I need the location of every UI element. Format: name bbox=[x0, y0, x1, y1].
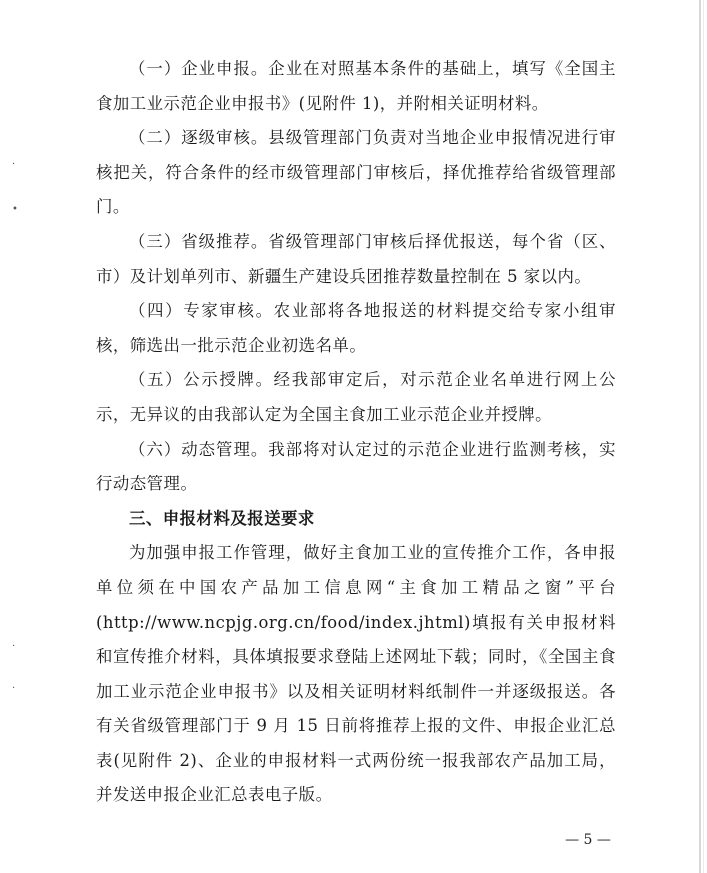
paragraph-level-review: （二）逐级审核。县级管理部门负责对当地企业申报情况进行审核把关，符合条件的经市级管理部门审核后，择优推荐给省级管理部门。 bbox=[96, 128, 616, 217]
scan-mark: · bbox=[12, 683, 16, 694]
paragraph-enterprise-application: （一）企业申报。企业在对照基本条件的基础上，填写《全国主食加工业示范企业申报书》(见附件 1)，并附相关证明材料。 bbox=[96, 59, 616, 113]
paragraph-public-announcement: （五）公示授牌。经我部审定后，对示范企业名单进行网上公示，无异议的由我部认定为全国主食加工业示范企业并授牌。 bbox=[96, 370, 616, 424]
page-edge-line bbox=[699, 0, 701, 873]
paragraph-expert-review: （四）专家审核。农业部将各地报送的材料提交给专家小组审核，筛选出一批示范企业初选名单。 bbox=[96, 301, 616, 355]
page-edge-line-secondary bbox=[703, 0, 704, 873]
scan-mark: • bbox=[12, 204, 18, 215]
paragraph-provincial-recommendation: （三）省级推荐。省级管理部门审核后择优报送，每个省（区、市）及计划单列市、新疆生产建设兵团推荐数量控制在 5 家以内。 bbox=[96, 231, 616, 286]
page-number: — 5 — bbox=[565, 832, 611, 848]
section-heading: 三、申报材料及报送要求 bbox=[129, 508, 315, 528]
document-body bbox=[96, 52, 616, 813]
paragraph-submission-requirements: 为加强申报工作管理，做好主食加工业的宣传推介工作，各申报单位须在中国农产品加工信息网“主食加工精品之窗”平台(http://www.ncpjg.org.cn/food/index.jhtml)填报有关申报材料和宣传推介材料，具体填报要求登陆上述网址下载；同时，《全国主食加工业示范企业申报书》以及相关证明材料纸制件一并逐级报送。各有关省级管理部门于 9 月 15 日前将推荐上报的文件、申报企业汇总表(见附件 2)、企业的申报材料一式两份统一报我部农产品加工局，并发送申报企业汇总表电子版。 bbox=[96, 543, 616, 805]
scan-mark: · bbox=[12, 641, 16, 652]
scan-mark: · bbox=[12, 159, 16, 170]
paragraph-dynamic-management: （六）动态管理。我部将对认定过的示范企业进行监测考核，实行动态管理。 bbox=[96, 439, 616, 494]
